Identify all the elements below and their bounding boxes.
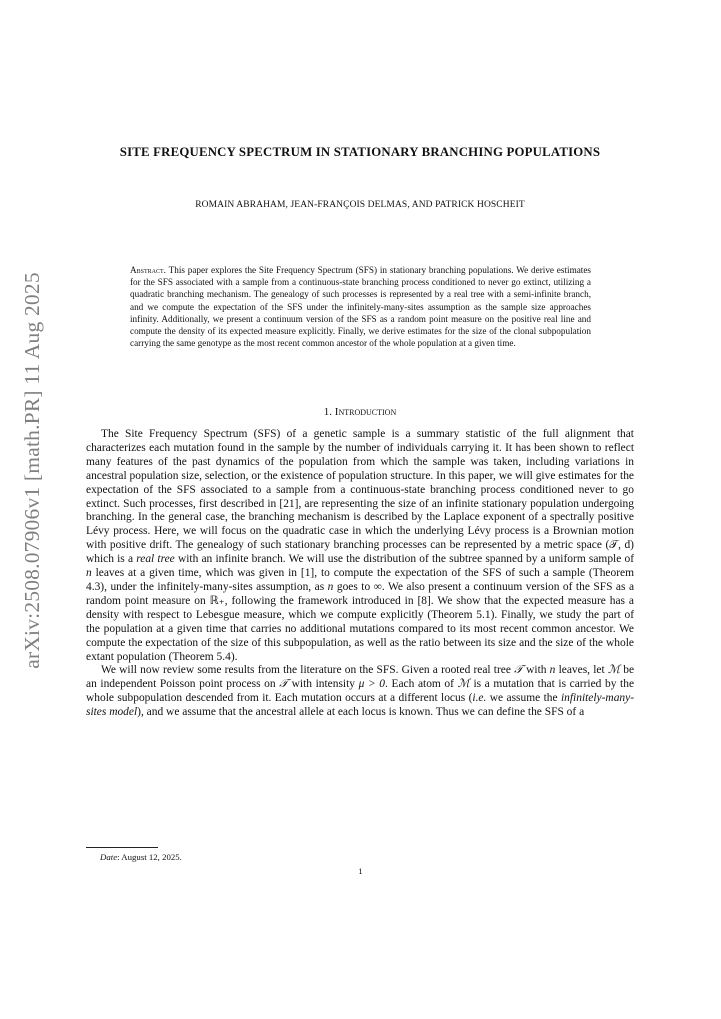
p2-text-e: with intensity [291,678,355,691]
p2-text-g: is a mutation that is carried by the whole subpopulation descended from it. Each mutation occurs at a different locus ( [86,678,635,705]
p1-real-tree: real tree [136,553,175,566]
introduction-body [86,428,634,720]
paper-title: SITE FREQUENCY SPECTRUM IN STATIONARY BRANCHING POPULATIONS [119,145,601,159]
p2-mu: μ > 0 [358,678,385,691]
paragraph-2 [86,664,634,720]
p1-text-c: with an infinite branch. We will use the distribution of the subtree spanned by a uniform sample of [177,553,635,566]
p2-ie: i.e. [472,692,487,705]
abstract-label: Abstract. [130,265,166,275]
section-number: 1. [323,406,333,418]
arxiv-identifier: arXiv:2508.07906v1 [math.PR] 11 Aug 2025 [19,271,44,669]
date-footnote [100,852,182,862]
p2-text-a: We will now review some results from the literature on the SFS. Given a rooted real tree [101,664,511,677]
abstract [130,264,591,349]
p2-text-i: ), and we assume that the ancestral allele at each locus is known. Thus we can define the SFS of a [137,706,585,719]
footnote-text: : August 12, 2025. [117,852,182,862]
p2-n: n [549,664,556,677]
p1-n2: n [327,580,334,593]
p2-text-b: with [526,664,547,677]
arxiv-side-stamp [12,271,52,669]
p2-text-d: be an independent Poisson point process on [86,664,635,691]
p2-M1: ℳ [607,664,621,677]
p2-T2: 𝒯 [279,678,288,691]
section-title: Introduction [334,406,397,418]
p2-text-c: leaves, let [558,664,605,677]
p1-text-d: leaves at a given time, which was given in [1], to compute the expectation of the SFS of such a sample (Theorem 4.3), under the infinitely-many-sites assumption, as [86,567,635,593]
footnote-label: Date [100,852,118,862]
p2-text-h: we assume the [489,692,558,705]
p1-text-a: The Site Frequency Spectrum (SFS) of a genetic sample is a summary statistic of the full alignment that characterizes each mutation found in the sample by the number of individuals carrying it. It has been shown to reflect many features of the past dynamics of the population from which the sample was taken, including variations in ancestral population size, selection, or the existence of population structure. In this paper, we will give estimates for the expectation of the SFS associated to a sample from a continuous-state branching process conditioned never to go extinct. Such processes, first described in [21], are representing the size of an infinite stationary population undergoing branching. In the general case, the branching mechanism is described by the Laplace exponent of a spectrally positive Lévy process. Here, we will focus on the quadratic case in which the underlying Lévy process is a Brownian motion with positive drift. The genealogy of such stationary branching processes can be represented by a metric space [86,428,634,552]
section-heading [110,406,610,418]
p2-text-f: . Each atom of [385,678,454,691]
p2-T1: 𝒯 [514,664,523,677]
p2-model: infinitely-many-sites model [86,692,635,719]
p2-M2: ℳ [457,678,470,691]
p1-text-e: goes to ∞. We also present a continuum version of the SFS as a random point measure on ℝ₊, following the framework introduced in [8]. We show that the expected measure has a density with respect to Lebesgue measure, which we compute explicitly (Theorem 5.1). Finally, we study the part of the population at a given time that carries no additional mutations compared to its most recent common ancestor. We compute the expectation of the size of this subpopulation, as well as the ratio between its size and the size of the whole extant population (Theorem 5.4). [86,580,635,663]
abstract-text: This paper explores the Site Frequency Spectrum (SFS) in stationary branching populations. We derive estimates for the SFS associated with a sample from a continuous-state branching process conditioned to never go extinct, utilizing a quadratic branching mechanism. The genealogy of such processes is represented by a real tree with a semi-infinite branch, and we compute the expectation of the SFS under the infinitely-many-sites assumption as the sample size approaches infinity. Additionally, we present a continuum version of the SFS as a random point measure on the positive real line and compute the density of its expected measure explicitly. Finally, we derive estimates for the size of the clonal subpopulation carrying the same genotype as the most recent common ancestor of the whole population at a given time. [130,265,591,349]
page-number: 1 [358,866,363,876]
p1-text-b: which is a [86,553,134,566]
footnote-rule [86,847,158,848]
p1-n1: n [86,567,92,580]
paragraph-1 [86,428,634,664]
p1-tree-pair: (𝒯, d) [605,539,634,552]
paper-authors: ROMAIN ABRAHAM, JEAN-FRANÇOIS DELMAS, AND PATRICK HOSCHEIT [195,200,525,210]
